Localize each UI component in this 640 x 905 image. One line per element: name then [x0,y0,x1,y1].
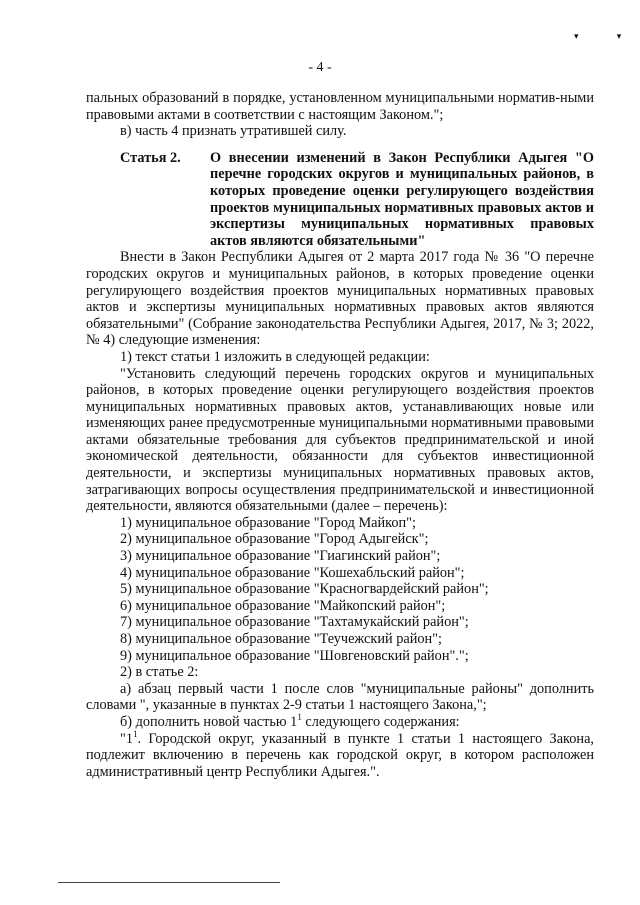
list-item: 6) муниципальное образование "Майкопский район"; [120,597,446,614]
list-item: 2) муниципальное образование "Город Адыгейск"; [120,531,429,548]
intro-paragraph-1: пальных образований в порядке, установленном муниципальными норматив-ными правовыми актами в соответствии с настоящим Законом."; [86,90,594,123]
list-item: 3) муниципальное образование "Гиагинский район"; [120,548,441,565]
superscript: 1 [297,712,302,723]
footer-divider [58,882,280,883]
list-item: 7) муниципальное образование "Тахтамукайский район"; [120,614,469,631]
paragraph-intro-amendment: Внести в Закон Республики Адыгея от 2 марта 2017 года № 36 "О перечне городских округов и муниципальных районов, в которых проведение оценки регулирующего воздействия проектов муниципальных нормативных правовых актов и экспертизы муниципальных нормативных правовых актов являются обязательными" (Собрание законодательства Республики Адыгея, 2017, № 3; 2022, № 4) следующие изменения: [86,249,594,349]
subitem-b-text: б) дополнить новой частью 1 [120,713,298,730]
paragraph-subitem-a: а) абзац первый части 1 после слов "муниципальные районы" дополнить словами ", указанные в пунктах 2-9 статьи 1 настоящего Закона,"; [86,680,594,714]
paragraph-item-2: 2) в статье 2: [120,664,199,681]
list-item: 5) муниципальное образование "Красногвардейский район"; [120,581,489,598]
list-item: 9) муниципальное образование "Шовгеновский район"."; [120,647,469,664]
paragraph-subitem-b [86,714,594,731]
article-heading [86,150,594,250]
list-item: 8) муниципальное образование "Теучежский район"; [120,631,442,647]
paragraph-new-text: "Установить следующий перечень городских округов и муниципальных районов, в которых проведение оценки регулирующего воздействия проектов муниципальных нормативных правовых актов, устанавливающих новые или изменяющих ранее предусмотренные муниципальными нормативными правовыми актами обязательные требования для субъектов предпринимательской и иной экономической деятельности, обязанности для субъектов инвестиционной деятельности, и экспертизы муниципальных нормативных правовых актов, затрагивающих вопросы осуществления предпринимательской и инвестиционной деятельности, являются обязательными (далее – перечень): [86,365,594,515]
list-item: 4) муниципальное образование "Кошехабльский район"; [120,564,465,581]
new-part-open: "1 [120,730,133,747]
paragraph-item-1: 1) текст статьи 1 изложить в следующей редакции: [120,348,430,365]
document-body [86,90,594,780]
page-number: - 4 - [308,60,332,75]
corner-marks: ▾ ▾ [574,31,640,41]
municipality-list [86,515,594,664]
subitem-b-tail: следующего содержания: [301,713,460,730]
superscript: 1 [133,728,138,739]
intro-paragraph-2: в) часть 4 признать утратившей силу. [120,123,347,140]
new-part-text: . Городской округ, указанный в пункте 1 статьи 1 настоящего Закона, подлежит включению в перечень как городской округ, в котором расположен административный центр Республики Адыгея.". [86,730,594,780]
article-label: Статья 2. [120,149,181,166]
list-item: 1) муниципальное образование "Город Майкоп"; [120,514,416,531]
article-title: О внесении изменений в Закон Республики Адыгея "О перечне городских округов и муниципальных районов, в которых проведение оценки регулирующего воздействия проектов муниципальных нормативных правовых актов и экспертизы муниципальных нормативных правовых актов являются обязательными" [210,149,594,249]
paragraph-new-part [86,728,594,781]
